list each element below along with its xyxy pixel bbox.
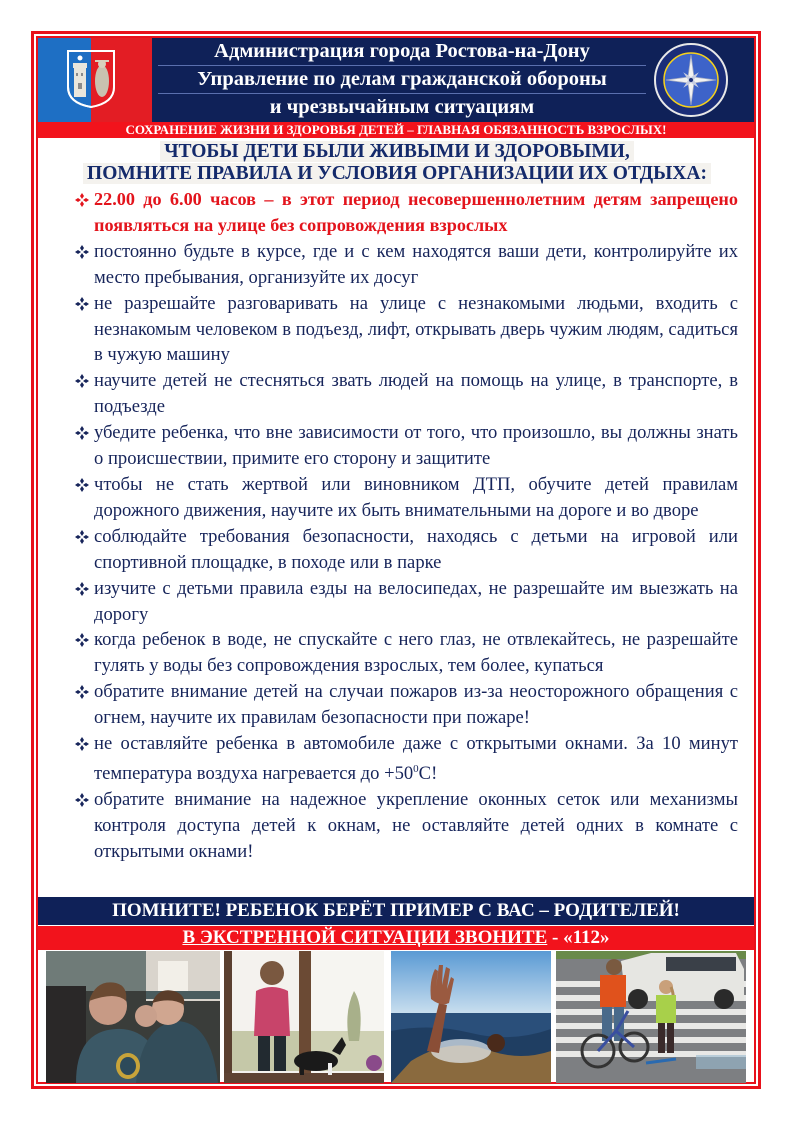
list-item-text: изучите с детьми правила езды на велосипедах, не разрешайте им выезжать на дорогу bbox=[94, 577, 738, 625]
list-item bbox=[74, 472, 738, 524]
list-item bbox=[74, 787, 738, 865]
list-item-text: когда ребенок в воде, не спускайте с него глаз, не отвлекайтесь, не разрешайте гулять у воды без сопровождения взрослых, тем более, купаться bbox=[94, 629, 738, 677]
diamond-bullet-icon bbox=[74, 296, 90, 312]
header bbox=[38, 38, 754, 122]
list-item bbox=[74, 239, 738, 291]
diamond-bullet-icon bbox=[74, 373, 90, 389]
diamond-bullet-icon bbox=[74, 736, 90, 752]
rostov-flag bbox=[38, 38, 152, 122]
diamond-bullet-icon bbox=[74, 244, 90, 260]
emergency-text: В ЭКСТРЕННОЙ СИТУАЦИИ ЗВОНИТЕ bbox=[182, 927, 548, 948]
list-item-text: обратите внимание на надежное укрепление оконных сеток или механизмы контроля доступа детей к окнам, не оставляйте детей одних в комнате с открытыми окнами! bbox=[94, 789, 738, 862]
list-item-text: обратите внимание детей на случаи пожаров из-за неосторожного обращения с огнем, научите их правилам безопасности при пожаре! bbox=[94, 681, 738, 729]
list-item-text: соблюдайте требования безопасности, находясь с детьми на игровой или спортивной площадке, в походе или в парке bbox=[94, 525, 738, 573]
diamond-bullet-icon bbox=[74, 581, 90, 597]
children-crosswalk-bicycle-photo bbox=[556, 951, 746, 1083]
list-item bbox=[74, 576, 738, 628]
degree-superscript: 0 bbox=[413, 762, 419, 775]
list-item-text: постоянно будьте в курсе, где и с кем находятся ваши дети, контролируйте их место пребывания, организуйте их досуг bbox=[94, 240, 738, 288]
header-line-2: Управление по делам гражданской обороны bbox=[158, 66, 646, 94]
list-item bbox=[74, 420, 738, 472]
emergency-separator: - bbox=[547, 927, 564, 948]
diamond-bullet-icon bbox=[74, 684, 90, 700]
list-item bbox=[74, 368, 738, 420]
rostov-coat-of-arms-icon bbox=[66, 49, 116, 109]
list-item-text: не разрешайте разговаривать на улице с незнакомыми людьми, входить с незнакомым человеком в подъезд, лифт, открывать дверь чужим людям, садиться в чужую машину bbox=[94, 292, 738, 366]
list-item bbox=[74, 627, 738, 679]
header-line-3: и чрезвычайным ситуациям bbox=[269, 96, 535, 118]
emergency-banner bbox=[38, 926, 754, 950]
title-line-2: ПОМНИТЕ ПРАВИЛА И УСЛОВИЯ ОРГАНИЗАЦИИ ИХ ОТДЫХА: bbox=[83, 163, 711, 184]
diamond-bullet-icon bbox=[74, 192, 90, 208]
diamond-bullet-icon bbox=[74, 477, 90, 493]
title-line-1: ЧТОБЫ ДЕТИ БЫЛИ ЖИВЫМИ И ЗДОРОВЫМИ, bbox=[160, 141, 634, 162]
list-item bbox=[74, 524, 738, 576]
list-item bbox=[74, 731, 738, 787]
list-item bbox=[74, 679, 738, 731]
diamond-bullet-icon bbox=[74, 632, 90, 648]
child-at-window-photo bbox=[224, 951, 384, 1083]
rescued-children-photo bbox=[46, 951, 220, 1083]
diamond-bullet-icon bbox=[74, 529, 90, 545]
list-item-text: убедите ребенка, что вне зависимости от того, что произошло, вы должны знать о происшествии, примите его сторону и защитите bbox=[94, 422, 738, 470]
drowning-hand-photo bbox=[391, 951, 551, 1083]
list-item-text: чтобы не стать жертвой или виновником ДТП, обучите детей правилам дорожного движения, научите их быть внимательными на дороге и во дворе bbox=[94, 473, 738, 521]
list-item bbox=[74, 291, 738, 369]
remember-banner: ПОМНИТЕ! РЕБЕНОК БЕРЁТ ПРИМЕР С ВАС – РОДИТЕЛЕЙ! bbox=[38, 897, 754, 925]
list-item bbox=[74, 187, 738, 239]
diamond-bullet-icon bbox=[74, 792, 90, 808]
rules-list bbox=[74, 187, 738, 865]
list-item-text: 22.00 до 6.00 часов – в этот период несовершеннолетним детям запрещено появляться на улице без сопровождения взрослых bbox=[94, 189, 738, 235]
diamond-bullet-icon bbox=[74, 425, 90, 441]
list-item-text-end: С! bbox=[418, 763, 438, 785]
gochs-emblem-icon bbox=[650, 39, 732, 121]
header-title bbox=[158, 38, 646, 122]
top-banner: СОХРАНЕНИЕ ЖИЗНИ И ЗДОРОВЬЯ ДЕТЕЙ – ГЛАВНАЯ ОБЯЗАННОСТЬ ВЗРОСЛЫХ! bbox=[38, 122, 754, 138]
photo-strip bbox=[46, 951, 746, 1083]
emergency-number: «112» bbox=[563, 927, 610, 948]
header-line-1: Администрация города Ростова-на-Дону bbox=[158, 38, 646, 66]
list-item-text: не оставляйте ребенка в автомобиле даже с открытыми окнами. За 10 минут температура воздуха нагревается до +50 bbox=[94, 733, 738, 785]
page-title bbox=[44, 141, 750, 185]
list-item-text: научите детей не стесняться звать людей на помощь на улице, в транспорте, в подъезде bbox=[94, 370, 738, 418]
